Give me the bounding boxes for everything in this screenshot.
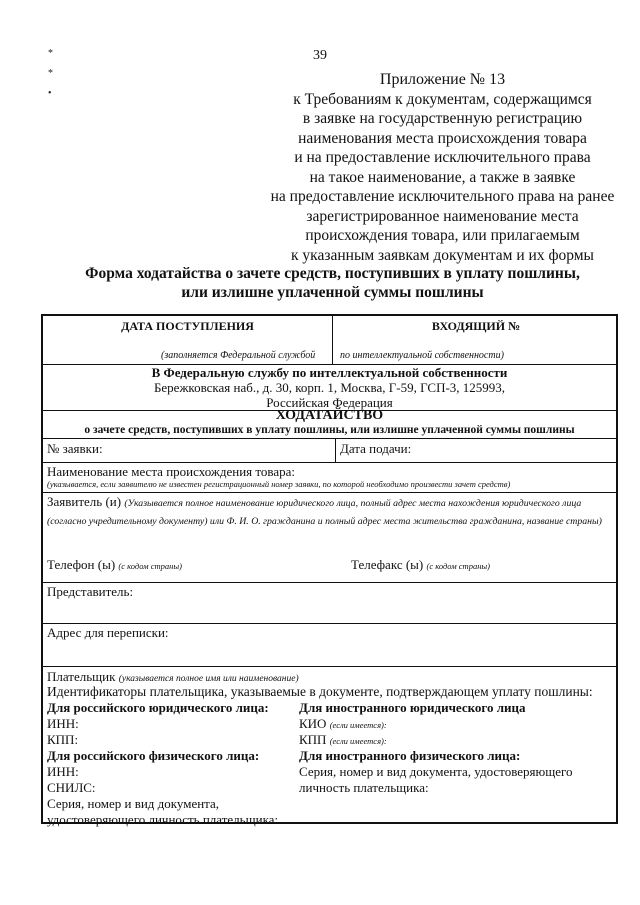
fax-label: Телефакс (ы) [351,557,424,572]
row-divider [43,438,616,439]
foreign-person-doc-line: личность плательщика: [299,780,429,795]
form-title-line: или излишне уплаченной суммы пошлины [181,284,484,301]
appendix-line: к Требованиям к документам, содержащимся [293,90,592,108]
application-number-label: № заявки: [47,441,103,456]
fax-field [351,557,490,573]
phone-note: (с кодом страны) [118,561,182,571]
phone-field [47,557,182,573]
ru-legal-kpp: КПП: [47,732,79,747]
incoming-number-header: ВХОДЯЩИЙ № [431,319,521,333]
row-divider [43,623,616,624]
ru-legal-inn: ИНН: [47,716,79,731]
agency-address: Бережковская наб., д. 30, корп. 1, Москва, Г-59, ГСП-3, 125993, [153,380,506,395]
ru-person-doc-line: удостоверяющего личность плательщика: [47,812,279,827]
petition-form [41,314,618,827]
appendix-header [270,70,615,265]
foreign-legal-kio [299,716,387,732]
correspondence-address-label: Адрес для переписки: [47,625,169,640]
payer-note: (указывается полное имя или наименование) [118,674,299,684]
row-divider [43,582,616,583]
place-name-note: (указывается, если заявителю не известен регистрационный номер заявки, по которой необходимо произвести зачет средств) [47,479,511,489]
form-title-line: Форма ходатайства о зачете средств, поступивших в уплату пошлины, [85,265,580,282]
column-divider [332,316,333,364]
fax-note: (с кодом страны) [426,561,490,571]
appendix-line: в заявке на государственную регистрацию [302,110,583,127]
filing-date-label: Дата подачи: [340,441,412,456]
foreign-legal-title: Для иностранного юридического лица [299,700,526,715]
foreign-person-doc-line: Серия, номер и вид документа, удостоверяющего [299,764,573,779]
page-number: 39 [313,48,327,63]
appendix-line: на предоставление исключительного права на ранее [270,188,615,205]
ru-person-title: Для российского физического лица: [47,748,260,763]
kio-note: (если имеется): [329,720,387,730]
payer-ids-label: Идентификаторы плательщика, указываемые в документе, подтверждающем уплату пошлины: [47,684,593,699]
kpp-label: КПП [299,732,327,747]
corner-mark: • [48,88,52,99]
row-divider [43,492,616,493]
appendix-line: зарегистрированное наименование места [306,207,579,225]
applicant-block [47,494,615,529]
phone-label: Телефон (ы) [47,557,116,572]
appendix-title: Приложение № 13 [379,71,506,88]
corner-mark: * [48,68,53,79]
place-name-label: Наименование места происхождения товара: [47,464,296,479]
filled-by-note-right: по интеллектуальной собственности) [340,350,504,361]
foreign-person-title: Для иностранного физического лица: [299,748,521,763]
ru-legal-title: Для российского юридического лица: [47,700,269,715]
applicant-label: Заявитель (и) [47,494,122,509]
applicant-note: (Указывается полное наименование юридического лица, полный адрес места нахождения юридического лица (согласно учредительному документу) или Ф. И. О. гражданина и полный адрес места жительства гражданина, название страны) [47,498,602,527]
kpp-note: (если имеется): [329,736,387,746]
appendix-line: к указанным заявкам документам и их формы [291,246,594,264]
ru-person-inn: ИНН: [47,764,79,779]
kio-label: КИО [299,716,327,731]
date-received-header: ДАТА ПОСТУПЛЕНИЯ [121,319,254,333]
filled-by-note-left: (заполняется Федеральной службой [161,350,316,361]
form-title [40,264,625,302]
petition-title: ХОДАТАЙСТВО [275,408,384,423]
ru-person-snils: СНИЛС: [47,780,96,795]
appendix-line: происхождения товара, или прилагаемым [305,227,580,244]
appendix-line: на такое наименование, а также в заявке [309,168,576,186]
corner-marks [48,44,53,104]
petition-subtitle: о зачете средств, поступивших в уплату пошлины, или излишне уплаченной суммы пошлины [84,424,575,436]
payer-field [47,669,299,685]
appendix-line: и на предоставление исключительного права [294,149,591,166]
ru-person-doc-line: Серия, номер и вид документа, [47,796,220,811]
agency-name: В Федеральную службу по интеллектуальной собственности [151,365,508,380]
appendix-line: наименования места происхождения товара [298,129,587,147]
row-divider [43,462,616,463]
column-divider [335,438,336,462]
row-divider [43,666,616,667]
representative-label: Представитель: [47,584,134,599]
foreign-legal-kpp [299,732,387,748]
corner-mark: * [48,48,53,59]
payer-label: Плательщик [47,669,116,684]
agency-country: Российская Федерация [266,395,393,410]
